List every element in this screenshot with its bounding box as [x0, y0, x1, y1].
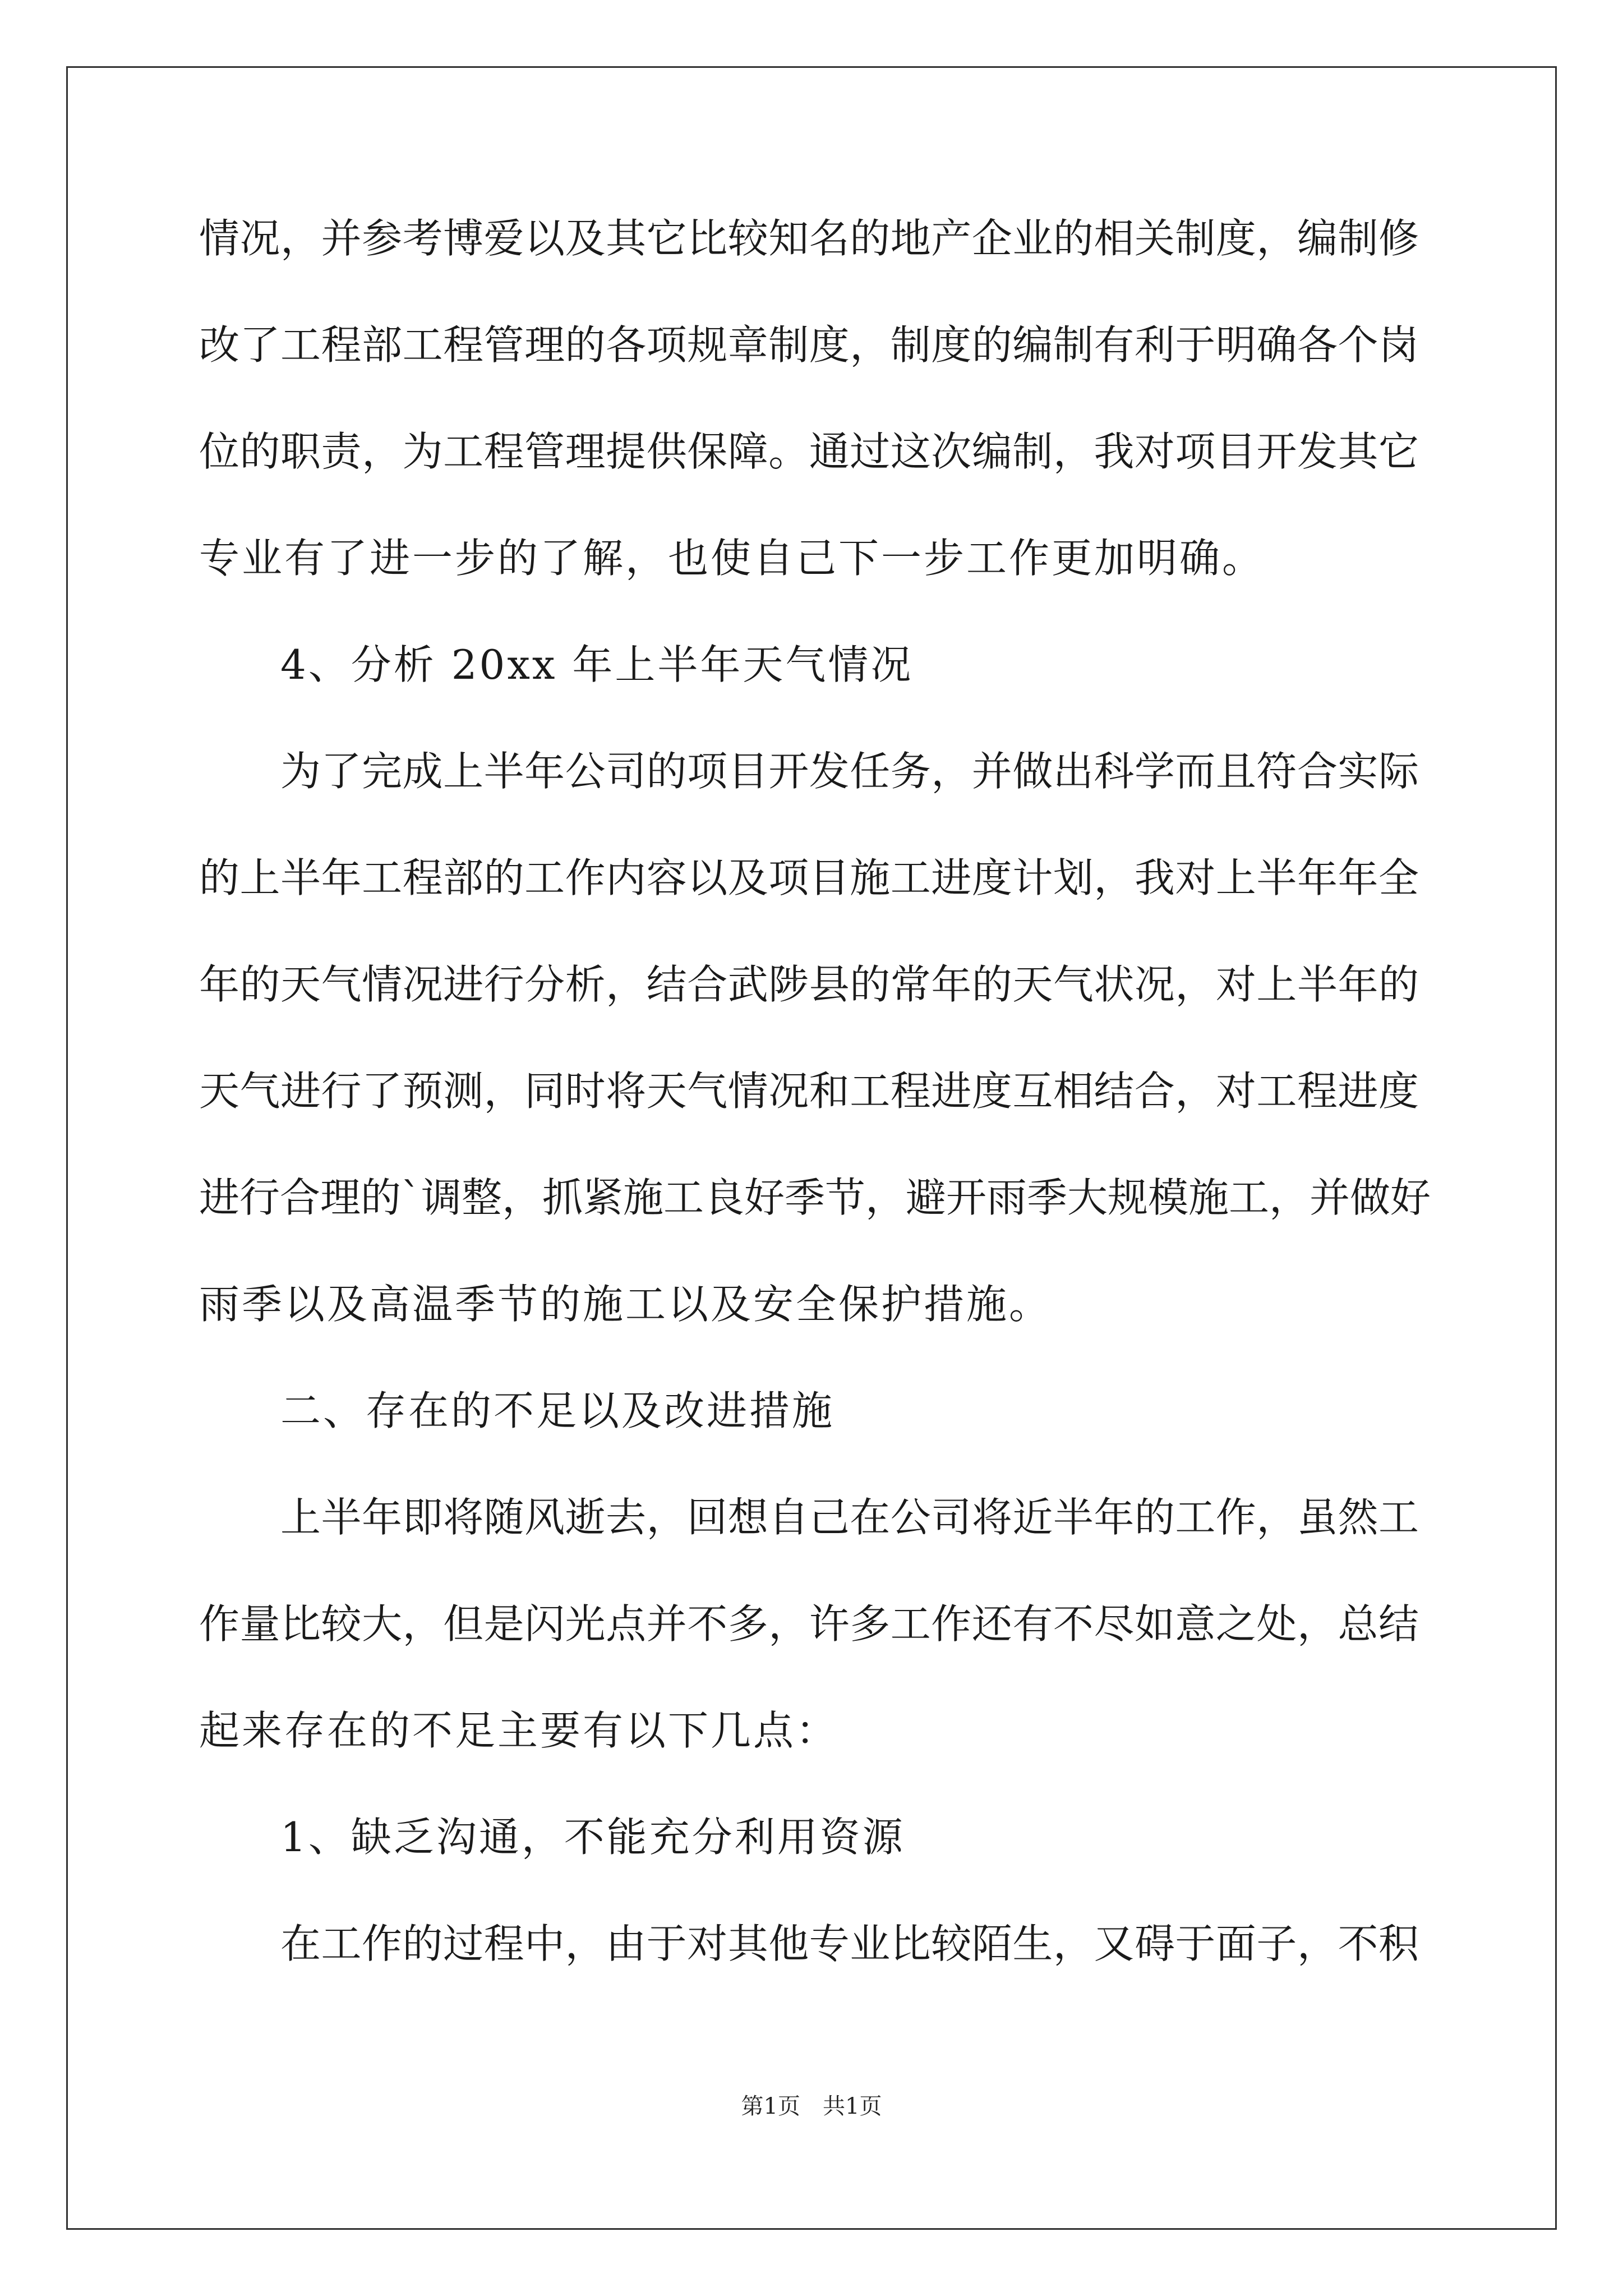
- section-heading: 二、存在的不足以及改进措施: [280, 1387, 835, 1434]
- text-line: 上半年即将随风逝去，回想自己在公司将近半年的工作，虽然工: [280, 1494, 1419, 1541]
- page-footer: 第1页 共1页: [741, 2093, 882, 2119]
- section-heading: 4、分析 20xx 年上半年天气情况: [280, 641, 914, 688]
- text-line: 天气进行了预测，同时将天气情况和工程进度互相结合，对工程进度: [199, 1068, 1419, 1115]
- text-line: 改了工程部工程管理的各项规章制度，制度的编制有利于明确各个岗: [199, 321, 1419, 369]
- text-line: 情况，并参考博爱以及其它比较知名的地产企业的相关制度，编制修: [199, 215, 1419, 262]
- text-line: 进行合理的`调整，抓紧施工良好季节，避开雨季大规模施工，并做好: [199, 1174, 1431, 1221]
- text-line: 专业有了进一步的了解，也使自己下一步工作更加明确。: [199, 535, 1265, 582]
- text-line: 雨季以及高温季节的施工以及安全保护措施。: [199, 1281, 1052, 1328]
- text-line: 的上半年工程部的工作内容以及项目施工进度计划，我对上半年年全: [199, 854, 1419, 901]
- text-line: 位的职责，为工程管理提供保障。通过这次编制，我对项目开发其它: [199, 428, 1419, 475]
- text-line: 年的天气情况进行分析，结合武陟县的常年的天气状况，对上半年的: [199, 961, 1419, 1008]
- text-line: 作量比较大，但是闪光点并不多，许多工作还有不尽如意之处，总结: [199, 1600, 1419, 1648]
- section-heading: 1、缺乏沟通，不能充分利用资源: [280, 1814, 905, 1861]
- text-line: 在工作的过程中，由于对其他专业比较陌生，又碍于面子，不积: [280, 1920, 1419, 1967]
- text-line: 为了完成上半年公司的项目开发任务，并做出科学而且符合实际: [280, 748, 1419, 795]
- page-border: [66, 66, 1557, 2230]
- text-line: 起来存在的不足主要有以下几点：: [199, 1707, 839, 1754]
